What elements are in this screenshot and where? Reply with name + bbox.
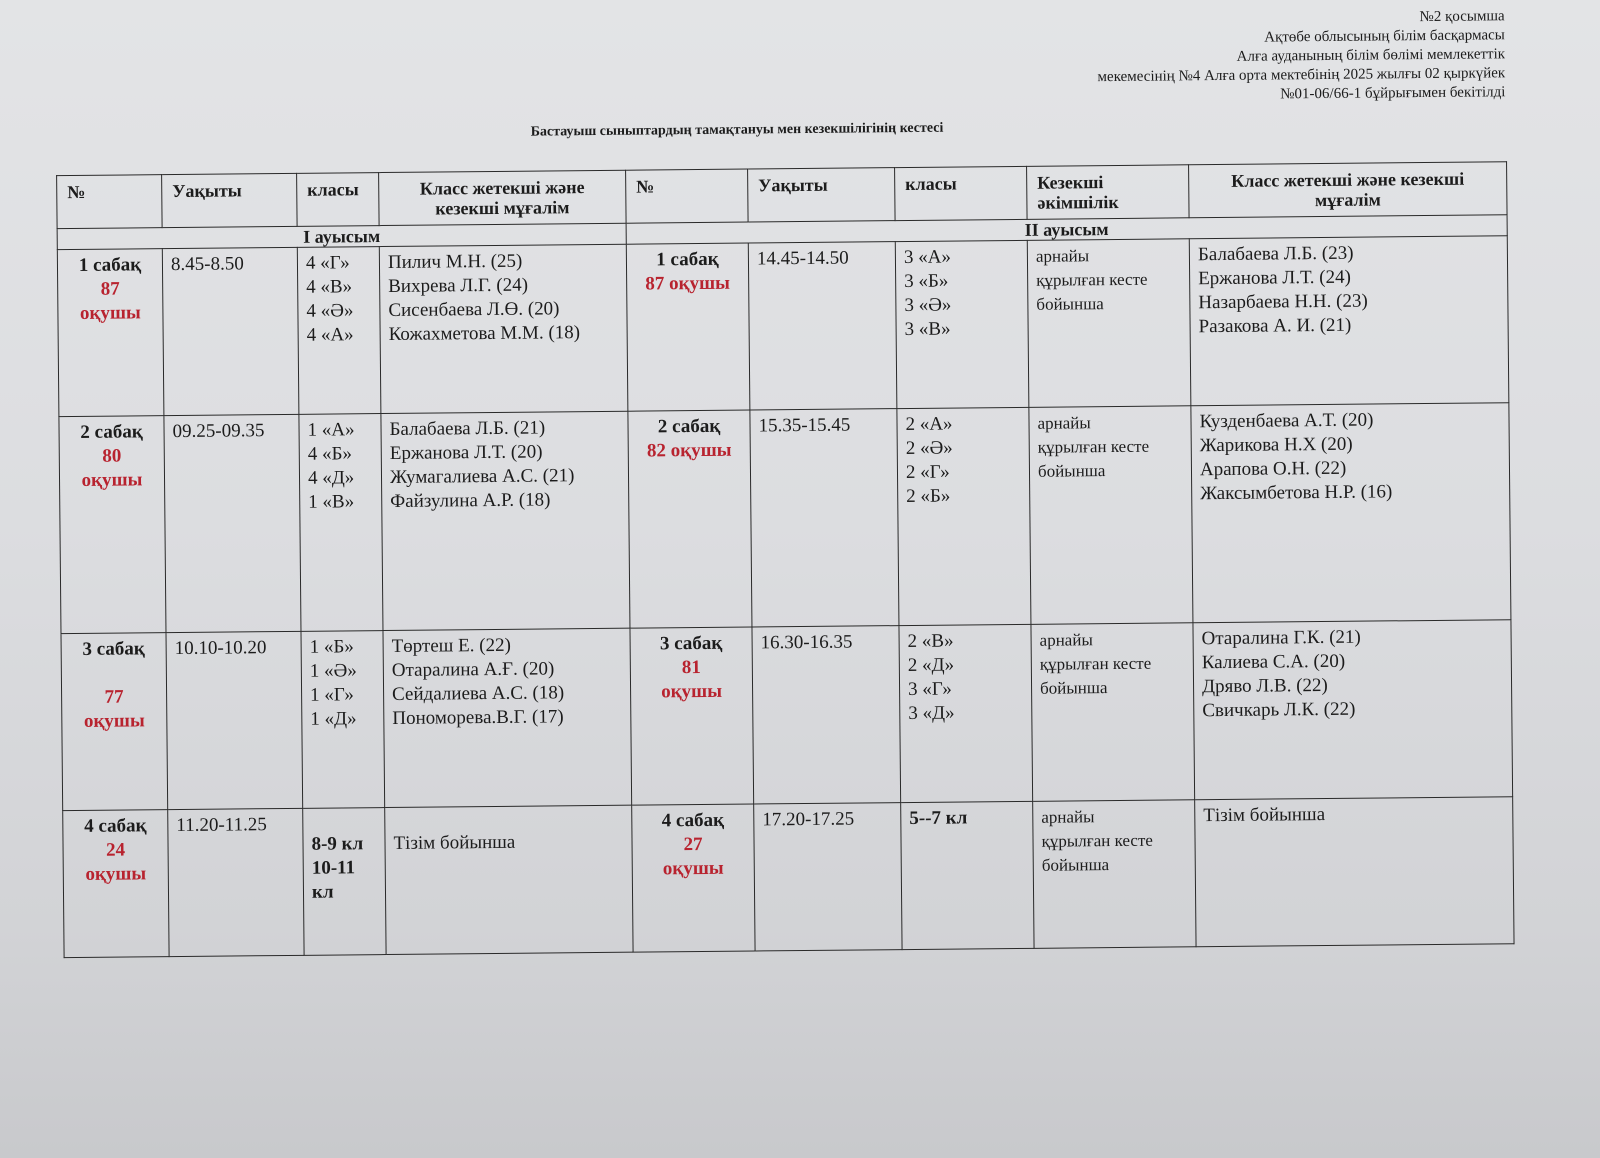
- student-count: 81: [681, 657, 701, 679]
- class-cell: [297, 247, 381, 415]
- teacher-item: Вихрева Л.Г. (24): [388, 274, 529, 297]
- admin-line: арнайы: [1035, 246, 1090, 266]
- class-item: 4 «Г»: [305, 252, 350, 274]
- time-cell-2: 15.35-15.45: [750, 409, 899, 627]
- header-time: Уақыты: [162, 173, 298, 227]
- approval-line: мекемесінің №4 Алға орта мектебінің 2025 жылғы 02 қыркүйек: [1097, 65, 1506, 86]
- class-cell-2: 5--7 кл: [901, 801, 1034, 949]
- class-cell-2: [895, 240, 1029, 408]
- class-item: 2 «Б»: [906, 485, 951, 508]
- teacher-item: Разакова А. И. (21): [1198, 314, 1352, 338]
- teacher-item: Файзулина А.Р. (18): [390, 489, 551, 512]
- time-cell: 09.25-09.35: [164, 414, 301, 632]
- admin-cell: [1031, 623, 1195, 802]
- header-num-2: №: [626, 169, 749, 223]
- table-row: [61, 620, 1513, 811]
- admin-line: құрылған кесте: [1037, 436, 1150, 457]
- student-count: 87: [100, 278, 120, 300]
- class-item: 4 «А»: [306, 324, 354, 346]
- table-row: [59, 403, 1511, 634]
- lesson-cell-2: [630, 627, 754, 805]
- teacher-item: Арапова О.Н. (22): [1199, 457, 1347, 481]
- teacher-cell-2: [1193, 620, 1513, 800]
- lesson-label: 4 сабақ: [661, 809, 725, 832]
- student-count-line: 87 оқушы: [645, 272, 731, 295]
- class-item: 10-11: [311, 857, 356, 879]
- teacher-cell-2: Тізім бойынша: [1195, 797, 1514, 947]
- header-teacher-2: Класс жетекші және кезекші мұғалім: [1189, 162, 1507, 218]
- teacher-item: Сисенбаева Л.Ө. (20): [388, 298, 560, 321]
- class-cell: [299, 414, 383, 632]
- admin-cell: [1027, 239, 1191, 408]
- admin-line: бойынша: [1037, 461, 1106, 481]
- class-item: 3 «А»: [903, 246, 952, 269]
- class-item: 3 «Д»: [908, 702, 955, 725]
- class-item: кл: [311, 881, 334, 903]
- header-class-2: класы: [895, 166, 1028, 220]
- header-num: №: [57, 175, 163, 229]
- document-title: Бастауыш сыныптардың тамақтануы мен кезекшілігінің кестесі: [530, 120, 944, 140]
- admin-line: құрылған кесте: [1041, 830, 1153, 851]
- class-item: 1 «А»: [307, 419, 355, 441]
- teacher-item: Отаралина А.Ғ. (20): [391, 658, 555, 681]
- teacher-item: Балабаева Л.Б. (23): [1197, 242, 1354, 266]
- teacher-item: Жумагалиева А.С. (21): [389, 465, 575, 488]
- lesson-cell: [63, 810, 169, 958]
- admin-cell: [1033, 800, 1196, 949]
- class-item: 3 «В»: [904, 318, 951, 341]
- teacher-item: Отаралина Г.К. (21): [1201, 626, 1361, 650]
- student-count: 27: [683, 833, 703, 856]
- class-item: 3 «Г»: [907, 678, 952, 701]
- teacher-item: Кожахметова М.М. (18): [388, 322, 581, 345]
- lesson-cell-2: [626, 243, 750, 411]
- teacher-item: Төртеш Е. (22): [391, 634, 511, 657]
- class-item: 1 «В»: [308, 491, 355, 513]
- class-item: 2 «Д»: [907, 654, 955, 677]
- approval-line: №01-06/66-1 бұйрығымен бекітілді: [1280, 84, 1506, 103]
- class-cell: [303, 808, 386, 956]
- teacher-item: Назарбаева Н.Н. (23): [1198, 290, 1368, 314]
- approval-block: [785, 7, 1506, 109]
- admin-line: бойынша: [1039, 678, 1108, 698]
- lesson-cell-2: [628, 410, 752, 628]
- class-item: 2 «Ә»: [905, 437, 953, 460]
- class-item: 2 «В»: [907, 630, 954, 653]
- header-teacher: Класс жетекші және кезекші мұғалім: [379, 170, 626, 225]
- student-unit: оқушы: [79, 302, 141, 324]
- class-cell-2: [899, 624, 1033, 802]
- table-row: [63, 797, 1514, 958]
- document-sheet: [25, 1, 1586, 1156]
- header-class: класы: [297, 173, 380, 227]
- lesson-cell: [59, 416, 166, 634]
- admin-line: бойынша: [1041, 855, 1110, 875]
- class-item: 3 «Ә»: [904, 294, 952, 317]
- class-item: 3 «Б»: [904, 270, 949, 293]
- class-item: 1 «Д»: [310, 708, 357, 730]
- admin-cell: [1029, 406, 1193, 625]
- teacher-cell: [379, 244, 628, 413]
- teacher-cell: Тізім бойынша: [385, 805, 633, 954]
- teacher-item: Дряво Л.В. (22): [1201, 674, 1328, 698]
- teacher-item: Ержанова Л.Т. (20): [389, 441, 543, 464]
- teacher-item: Пономорева.В.Г. (17): [392, 706, 564, 729]
- student-unit: оқушы: [662, 857, 724, 880]
- student-count-line: 82 оқушы: [646, 439, 732, 462]
- class-item: 4 «Б»: [307, 443, 353, 465]
- teacher-cell-2: [1191, 403, 1511, 623]
- time-cell: 8.45-8.50: [162, 247, 299, 415]
- time-cell-2: 14.45-14.50: [748, 242, 897, 410]
- class-item: 4 «В»: [306, 276, 353, 298]
- header-time-2: Уақыты: [748, 168, 896, 222]
- class-item: 4 «Д»: [307, 467, 355, 489]
- teacher-cell-2: [1189, 236, 1509, 406]
- approval-line: №2 қосымша: [1419, 8, 1505, 26]
- time-cell: 10.10-10.20: [166, 631, 303, 809]
- table-row: [57, 236, 1509, 417]
- time-cell-2: 17.20-17.25: [754, 803, 902, 951]
- student-unit: оқушы: [85, 863, 147, 885]
- class-cell: [301, 631, 385, 809]
- admin-line: құрылған кесте: [1039, 653, 1152, 674]
- teacher-item: Ержанова Л.Т. (24): [1198, 266, 1351, 290]
- teacher-item: Пилич М.Н. (25): [387, 250, 523, 273]
- class-item: 2 «А»: [905, 413, 953, 436]
- teacher-cell: [381, 411, 630, 630]
- admin-line: құрылған кесте: [1036, 269, 1148, 290]
- lesson-cell: [61, 633, 168, 811]
- class-item: 1 «Ә»: [309, 660, 357, 682]
- lesson-cell-2: [632, 804, 755, 952]
- student-count: 80: [102, 445, 122, 467]
- lesson-label: 4 сабақ: [84, 815, 147, 837]
- admin-line: бойынша: [1036, 294, 1104, 314]
- admin-line: арнайы: [1037, 413, 1091, 433]
- student-unit: оқушы: [661, 680, 723, 703]
- lesson-label: 2 сабақ: [80, 421, 143, 443]
- teacher-item: Свичкарь Л.К. (22): [1202, 698, 1356, 722]
- teacher-item: Жаксымбетова Н.Р. (16): [1200, 481, 1393, 505]
- class-item: 8-9 кл: [311, 833, 364, 855]
- class-item: 1 «Г»: [310, 684, 354, 706]
- class-item: 1 «Б»: [309, 636, 354, 658]
- teacher-item: Балабаева Л.Б. (21): [389, 417, 546, 440]
- shift-second-label: ІІ ауысым: [626, 215, 1507, 244]
- lesson-label: 1 сабақ: [78, 254, 142, 276]
- class-cell-2: [897, 407, 1031, 625]
- teacher-cell: [383, 628, 632, 807]
- schedule-table: [56, 161, 1514, 958]
- student-count: 77: [104, 686, 124, 708]
- approval-line: Алға ауданының білім бөлімі мемлекеттік: [1236, 46, 1506, 65]
- lesson-label: 1 сабақ: [656, 248, 719, 271]
- approval-line: Ақтөбе облысының білім басқармасы: [1264, 27, 1505, 46]
- lesson-label: 2 сабақ: [657, 415, 721, 438]
- time-cell: 11.20-11.25: [168, 808, 304, 956]
- teacher-item: Кузденбаева А.Т. (20): [1199, 409, 1374, 433]
- lesson-label: 3 сабақ: [659, 632, 723, 655]
- class-item: 2 «Г»: [905, 461, 950, 484]
- student-count: 24: [105, 839, 126, 861]
- student-unit: оқушы: [83, 710, 145, 732]
- lesson-cell: [57, 249, 164, 417]
- header-admin: Кезекші әкімшілік: [1027, 165, 1190, 220]
- lesson-label: 3 сабақ: [82, 638, 145, 660]
- class-item: 4 «Ә»: [306, 300, 354, 322]
- teacher-item: Калиева С.А. (20): [1201, 650, 1346, 674]
- shift-first-label: І ауысым: [57, 223, 626, 249]
- teacher-item: Сейдалиева А.С. (18): [391, 682, 565, 705]
- teacher-item: Жарикова Н.Х (20): [1199, 433, 1353, 457]
- admin-line: арнайы: [1039, 630, 1093, 650]
- student-unit: оқушы: [81, 469, 143, 491]
- admin-line: арнайы: [1041, 807, 1095, 827]
- time-cell-2: 16.30-16.35: [752, 626, 901, 804]
